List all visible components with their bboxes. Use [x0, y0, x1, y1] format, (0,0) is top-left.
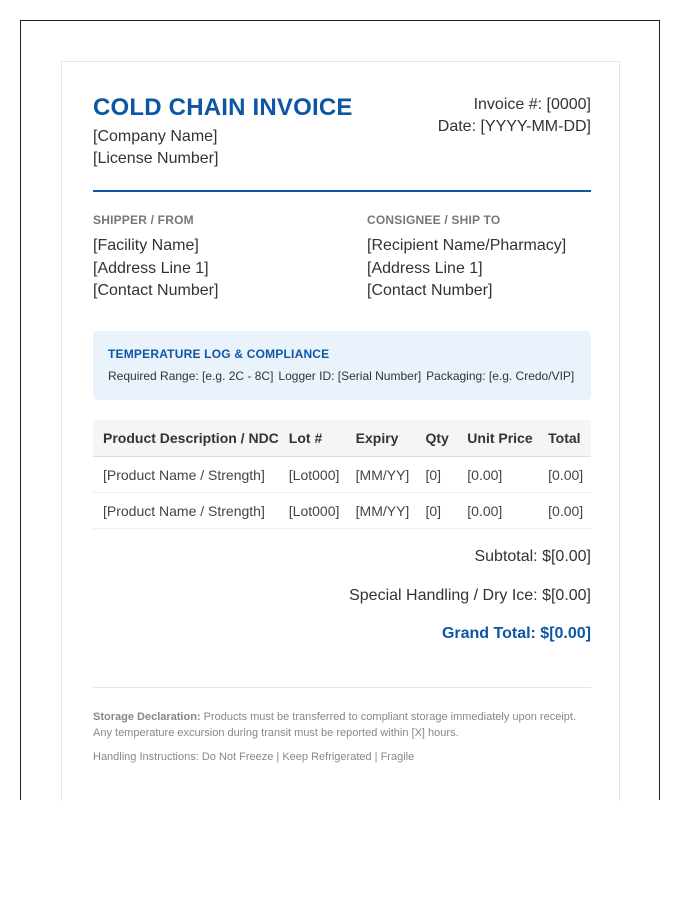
cell-lot: [Lot000]	[279, 493, 346, 529]
cell-description: [Product Name / Strength]	[93, 493, 279, 529]
logger-id: Logger ID: [Serial Number]	[278, 369, 422, 383]
invoice-date: Date: [YYYY-MM-DD]	[437, 118, 591, 135]
packaging: Packaging: [e.g. Credo/VIP]	[426, 369, 575, 383]
storage-declaration-text: Products must be transferred to compliant storage immediately upon receipt. Any temperature excursion during transit must be reported within [X] hours.	[93, 711, 577, 739]
column-header-expiry: Expiry	[346, 420, 416, 457]
shipper-section	[93, 213, 333, 303]
grand-total: Grand Total: $[0.00]	[441, 625, 591, 642]
line-items-table	[93, 420, 591, 529]
consignee-heading: CONSIGNEE / SHIP TO	[367, 213, 501, 227]
header-divider	[93, 190, 591, 192]
invoice-meta	[438, 94, 591, 138]
cell-unit-price: [0.00]	[457, 493, 538, 529]
shipper-contact: [Contact Number]	[93, 282, 219, 299]
column-header-lot: Lot #	[279, 420, 346, 457]
license-number: [License Number]	[93, 150, 219, 167]
temperature-compliance-panel	[93, 331, 591, 400]
cell-description: [Product Name / Strength]	[93, 457, 279, 493]
consignee-address: [Address Line 1]	[367, 259, 483, 277]
handling-instructions: Handling Instructions: Do Not Freeze | Keep Refrigerated | Fragile	[93, 751, 415, 763]
totals-section	[349, 548, 591, 643]
special-handling-charge: Special Handling / Dry Ice: $[0.00]	[349, 586, 591, 604]
consignee-recipient-name: [Recipient Name/Pharmacy]	[367, 237, 567, 254]
table-row	[93, 493, 591, 529]
temperature-details	[108, 369, 576, 383]
cell-unit-price: [0.00]	[457, 457, 538, 493]
cell-total: [0.00]	[538, 493, 591, 529]
storage-declaration-label: Storage Declaration:	[93, 711, 201, 723]
cell-qty: [0]	[415, 457, 457, 493]
subtotal: Subtotal: $[0.00]	[474, 548, 591, 565]
column-header-description: Product Description / NDC	[93, 420, 279, 457]
table-row	[93, 457, 591, 493]
cell-expiry: [MM/YY]	[346, 493, 416, 529]
invoice-header	[93, 94, 591, 190]
footer-divider	[93, 687, 591, 688]
table-header-row	[93, 420, 591, 457]
invoice-document	[61, 61, 620, 801]
consignee-contact: [Contact Number]	[367, 282, 493, 299]
cell-qty: [0]	[415, 493, 457, 529]
column-header-total: Total	[538, 420, 591, 457]
consignee-section	[367, 213, 607, 303]
shipper-address: [Address Line 1]	[93, 259, 209, 277]
cell-expiry: [MM/YY]	[346, 457, 416, 493]
storage-declaration	[93, 709, 591, 741]
invoice-number: Invoice #: [0000]	[473, 96, 591, 113]
cell-lot: [Lot000]	[279, 457, 346, 493]
required-range: Required Range: [e.g. 2C - 8C]	[108, 369, 274, 383]
shipper-facility-name: [Facility Name]	[93, 237, 199, 254]
cell-total: [0.00]	[538, 457, 591, 493]
invoice-title: COLD CHAIN INVOICE	[93, 94, 353, 121]
temperature-heading: TEMPERATURE LOG & COMPLIANCE	[108, 347, 330, 361]
column-header-unit-price: Unit Price	[457, 420, 538, 457]
column-header-qty: Qty	[415, 420, 457, 457]
company-name: [Company Name]	[93, 128, 218, 145]
shipper-heading: SHIPPER / FROM	[93, 213, 194, 227]
